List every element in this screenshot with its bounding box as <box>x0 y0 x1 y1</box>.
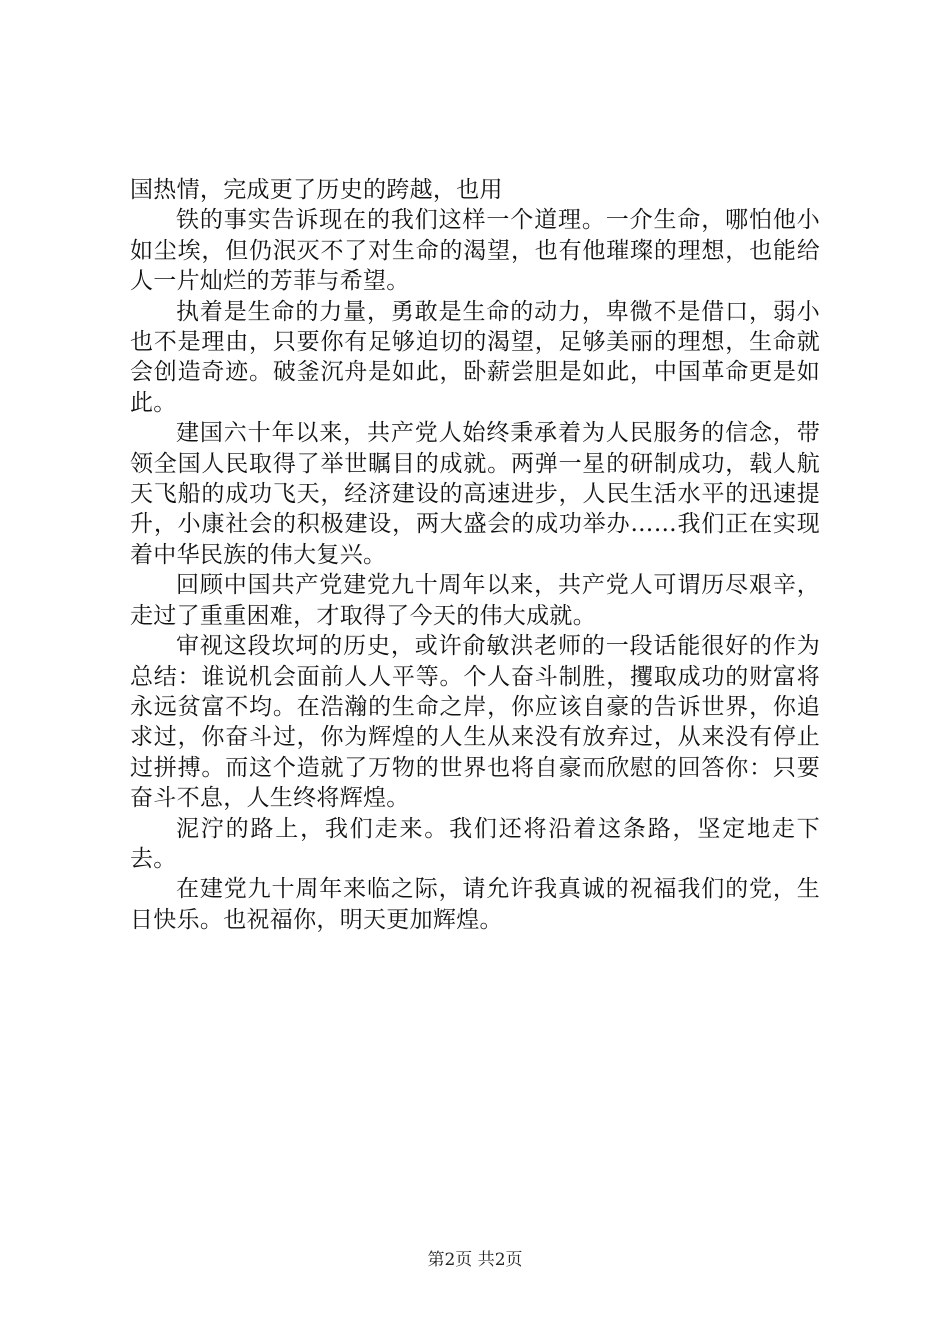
paragraph: 审视这段坎坷的历史，或许俞敏洪老师的一段话能很好的作为总结：谁说机会面前人人平等。个人奋斗制胜，攫取成功的财富将永远贫富不均。在浩瀚的生命之岸，你应该自豪的告诉世界，你追求过，你奋斗过，你为辉煌的人生从来没有放弃过，从来没有停止过拼搏。而这个造就了万物的世界也将自豪而欣慰的回答你：只要奋斗不息，人生终将辉煌。 <box>130 633 820 812</box>
paragraph: 铁的事实告诉现在的我们这样一个道理。一介生命，哪怕他小如尘埃，但仍泯灭不了对生命的渴望，也有他璀璨的理想，也能给人一片灿烂的芳菲与希望。 <box>130 207 820 295</box>
paragraph: 泥泞的路上，我们走来。我们还将沿着这条路，坚定地走下去。 <box>130 815 820 872</box>
page-number-footer: 第2页 共2页 <box>427 1250 523 1270</box>
document-body <box>130 175 820 935</box>
paragraph: 回顾中国共产党建党九十周年以来，共产党人可谓历尽艰辛，走过了重重困难，才取得了今天的伟大成就。 <box>130 572 820 629</box>
paragraph: 在建党九十周年来临之际，请允许我真诚的祝福我们的党，生日快乐。也祝福你，明天更加辉煌。 <box>130 876 820 933</box>
paragraph-continuation: 国热情，完成更了历史的跨越，也用 <box>130 177 503 203</box>
paragraph: 执着是生命的力量，勇敢是生命的动力，卑微不是借口，弱小也不是理由，只要你有足够迫切的渴望，足够美丽的理想，生命就会创造奇迹。破釜沉舟是如此，卧薪尝胆是如此，中国革命更是如此。 <box>130 298 820 416</box>
paragraph: 建国六十年以来，共产党人始终秉承着为人民服务的信念，带领全国人民取得了举世瞩目的成就。两弹一星的研制成功，载人航天飞船的成功飞天，经济建设的高速进步，人民生活水平的迅速提升，小康社会的积极建设，两大盛会的成功举办……我们正在实现着中华民族的伟大复兴。 <box>130 420 820 568</box>
